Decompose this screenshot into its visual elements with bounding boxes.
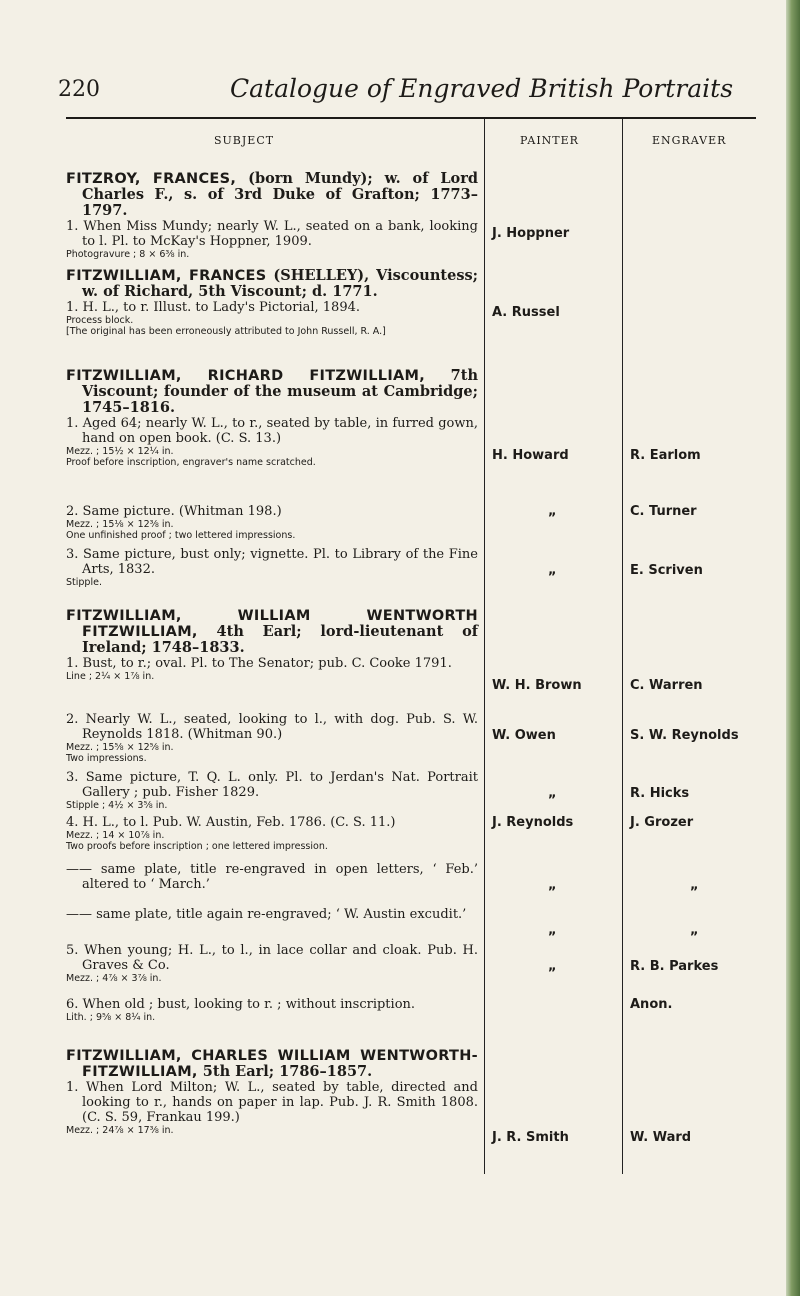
engraver-cell: C. Warren bbox=[630, 678, 703, 693]
entry-item: 4. H. L., to l. Pub. W. Austin, Feb. 1786. (C. S. 11.) bbox=[66, 815, 396, 830]
engraver-cell: „ bbox=[690, 878, 699, 893]
entry-item-block bbox=[66, 504, 478, 541]
entry-fitzwilliam-william bbox=[66, 608, 478, 682]
painter-cell: „ bbox=[548, 959, 557, 974]
entry-heading: FITZWILLIAM, WILLIAM WENTWORTH FITZWILLIAM, 4th Earl; lord-lieutenant of Ireland; 1748–1833. bbox=[66, 608, 478, 656]
entry-item: —— same plate, title again re-engraved; ‘ W. Austin excudit.’ bbox=[66, 907, 467, 922]
column-divider bbox=[484, 119, 485, 1174]
entry-item: 3. Same picture, T. Q. L. only. Pl. to Jerdan's Nat. Portrait Gallery ; pub. Fisher 1829. bbox=[66, 770, 478, 800]
entry-fitzwilliam-richard bbox=[66, 368, 478, 468]
entry-note: Mezz. ; 15⅛ × 12⅜ in. bbox=[66, 519, 174, 530]
entry-note: Mezz. ; 4⅞ × 3⅞ in. bbox=[66, 973, 162, 984]
painter-cell: J. R. Smith bbox=[492, 1130, 569, 1145]
entry-heading: FITZWILLIAM, CHARLES WILLIAM WENTWORTH-FITZWILLIAM, 5th Earl; 1786–1857. bbox=[66, 1048, 478, 1080]
entry-item: 3. Same picture, bust only; vignette. Pl. to Library of the Fine Arts, 1832. bbox=[66, 547, 478, 577]
entry-note: One unfinished proof ; two lettered impressions. bbox=[66, 530, 296, 541]
entry-item: 1. Bust, to r.; oval. Pl. to The Senator; pub. C. Cooke 1791. bbox=[66, 656, 452, 671]
entry-note: Two impressions. bbox=[66, 753, 147, 764]
painter-cell: W. H. Brown bbox=[492, 678, 582, 693]
engraver-cell: S. W. Reynolds bbox=[630, 728, 739, 743]
engraver-cell: Anon. bbox=[630, 997, 673, 1012]
running-title: Catalogue of Engraved British Portraits bbox=[230, 74, 734, 103]
painter-cell: J. Hoppner bbox=[492, 226, 570, 241]
engraver-cell: E. Scriven bbox=[630, 563, 703, 578]
entry-note: Photogravure ; 8 × 6⅜ in. bbox=[66, 249, 190, 260]
entry-note: Two proofs before inscription ; one lettered impression. bbox=[66, 841, 328, 852]
entry-item: 1. When Lord Milton; W. L., seated by table, directed and looking to r., hands on paper in lap. Pub. J. R. Smith 1808. (C. S. 59, Frankau 199.) bbox=[66, 1080, 478, 1125]
entry-heading: FITZWILLIAM, FRANCES (SHELLEY), Viscountess; w. of Richard, 5th Viscount; d. 1771. bbox=[66, 267, 478, 300]
engraver-cell: W. Ward bbox=[630, 1130, 692, 1145]
entry-item: 1. Aged 64; nearly W. L., to r., seated by table, in furred gown, hand on open book. (C. S. 13.) bbox=[66, 416, 478, 446]
entry-heading: FITZROY, FRANCES, (born Mundy); w. of Lord Charles F., s. of 3rd Duke of Grafton; 1773–1797. bbox=[66, 170, 478, 219]
entry-item: —— same plate, title re-engraved in open letters, ‘ Feb.’ altered to ‘ March.’ bbox=[66, 862, 478, 892]
column-divider bbox=[622, 119, 623, 1174]
entry-fitzwilliam-charles bbox=[66, 1048, 478, 1136]
entry-note: Mezz. ; 15½ × 12¼ in. bbox=[66, 446, 174, 457]
entry-note: Process block. bbox=[66, 315, 134, 326]
page-number: 220 bbox=[58, 77, 100, 102]
column-header-subject: SUBJECT bbox=[214, 134, 275, 147]
table-top-rule bbox=[66, 117, 756, 119]
painter-cell: J. Reynolds bbox=[492, 815, 574, 830]
painter-cell: „ bbox=[548, 504, 557, 519]
entry-item: 6. When old ; bust, looking to r. ; without inscription. bbox=[66, 997, 416, 1012]
entry-item-block bbox=[66, 943, 478, 984]
entry-note: Proof before inscription, engraver's name scratched. bbox=[66, 457, 316, 468]
entry-note: Mezz. ; 24⅞ × 17⅜ in. bbox=[66, 1125, 174, 1136]
painter-cell: H. Howard bbox=[492, 448, 569, 463]
entry-item-block bbox=[66, 770, 478, 811]
entry-note: Line ; 2¼ × 1⅞ in. bbox=[66, 671, 155, 682]
entry-fitzwilliam-frances bbox=[66, 268, 478, 337]
engraver-cell: C. Turner bbox=[630, 504, 697, 519]
painter-cell: „ bbox=[548, 878, 557, 893]
engraver-cell: R. Hicks bbox=[630, 786, 690, 801]
entry-item: 1. When Miss Mundy; nearly W. L., seated on a bank, looking to l. Pl. to McKay's Hoppner, 1909. bbox=[66, 219, 478, 249]
entry-note: Stipple ; 4½ × 3⅝ in. bbox=[66, 800, 168, 811]
engraver-cell: „ bbox=[690, 923, 699, 938]
column-header-painter: PAINTER bbox=[520, 134, 579, 147]
entry-note: [The original has been erroneously attributed to John Russell, R. A.] bbox=[66, 326, 386, 337]
engraver-cell: R. Earlom bbox=[630, 448, 701, 463]
book-page-edge bbox=[786, 0, 800, 1296]
entry-note: Mezz. ; 15⅝ × 12⅝ in. bbox=[66, 742, 174, 753]
entry-fitzroy bbox=[66, 171, 478, 260]
entry-item-block bbox=[66, 547, 478, 588]
engraver-cell: J. Grozer bbox=[630, 815, 694, 830]
entry-item: 2. Same picture. (Whitman 198.) bbox=[66, 504, 282, 519]
entry-item: 2. Nearly W. L., seated, looking to l., with dog. Pub. S. W. Reynolds 1818. (Whitman 90.) bbox=[66, 712, 478, 742]
entry-item: 5. When young; H. L., to l., in lace collar and cloak. Pub. H. Graves & Co. bbox=[66, 943, 478, 973]
painter-cell: „ bbox=[548, 563, 557, 578]
entry-item-block bbox=[66, 907, 478, 922]
painter-cell: „ bbox=[548, 923, 557, 938]
entry-note: Lith. ; 9⅝ × 8¼ in. bbox=[66, 1012, 156, 1023]
engraver-cell: R. B. Parkes bbox=[630, 959, 719, 974]
entry-item-block bbox=[66, 997, 478, 1023]
entry-item-block bbox=[66, 862, 478, 892]
entry-item-block bbox=[66, 712, 478, 764]
entry-note: Stipple. bbox=[66, 577, 102, 588]
painter-cell: A. Russel bbox=[492, 305, 560, 320]
entry-item-block bbox=[66, 815, 478, 852]
entry-heading: FITZWILLIAM, RICHARD FITZWILLIAM, 7th Viscount; founder of the museum at Cambridge; 1745–1816. bbox=[66, 367, 478, 416]
column-header-engraver: ENGRAVER bbox=[652, 134, 727, 147]
painter-cell: „ bbox=[548, 786, 557, 801]
entry-item: 1. H. L., to r. Illust. to Lady's Pictorial, 1894. bbox=[66, 300, 360, 315]
painter-cell: W. Owen bbox=[492, 728, 556, 743]
entry-note: Mezz. ; 14 × 10⅞ in. bbox=[66, 830, 165, 841]
